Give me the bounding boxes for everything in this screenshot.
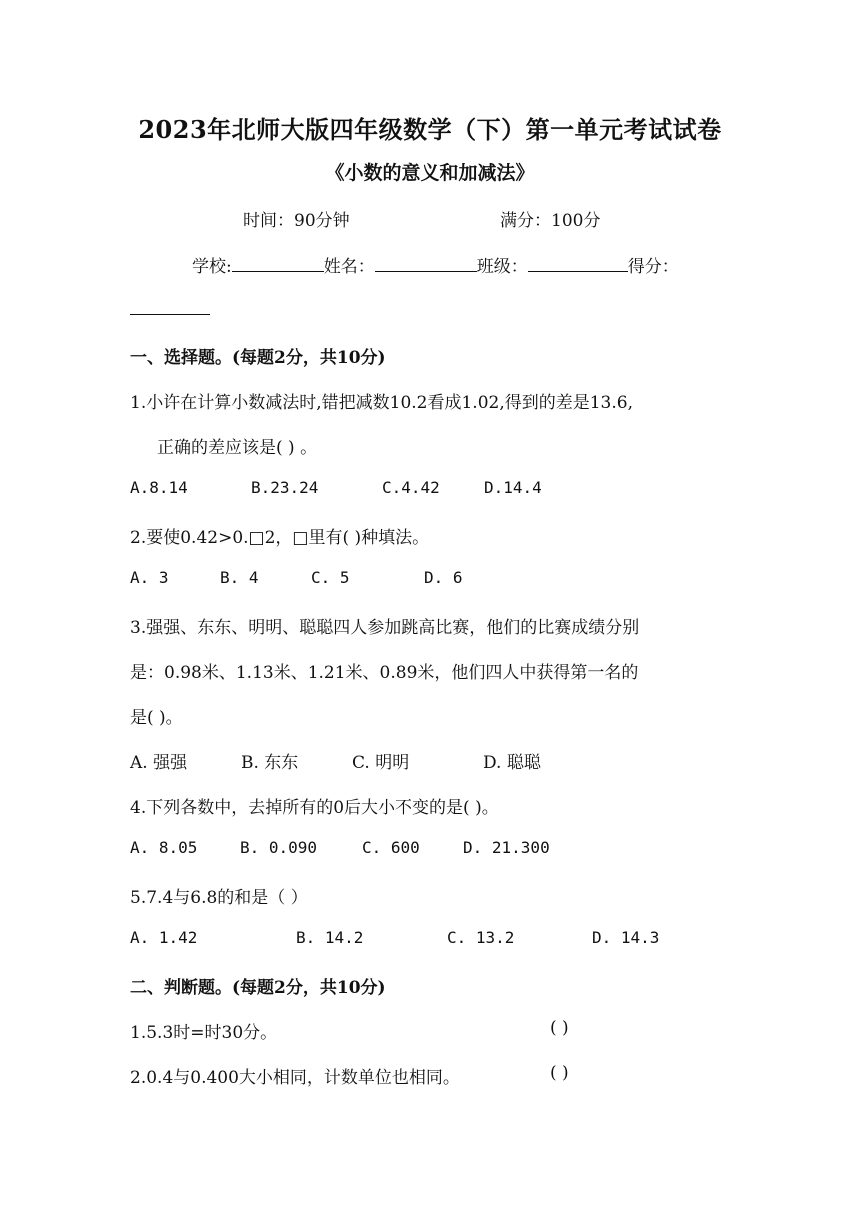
school-blank[interactable] (232, 255, 324, 272)
q3-option-b: B. 东东 (241, 753, 299, 773)
section1-heading: 一、选择题。(每题2分，共10分) (130, 348, 386, 368)
q2-option-c: C. 5 (311, 568, 350, 587)
exam-subtitle: 《小数的意义和加减法》 (325, 162, 535, 184)
q2-option-a: A. 3 (130, 568, 169, 587)
q4-option-a: A. 8.05 (130, 838, 198, 857)
time-info: 时间：90分钟 (243, 211, 350, 231)
section2-heading: 二、判断题。(每题2分，共10分) (130, 978, 386, 998)
judge-q2-text: 2.0.4与0.400大小相同，计数单位也相同。 (130, 1068, 460, 1088)
q3-option-d: D. 聪聪 (483, 753, 541, 773)
q1-option-c: C.4.42 (382, 478, 440, 497)
q3-option-a: A. 强强 (130, 753, 188, 773)
q1-text-line1: 1.小许在计算小数减法时,错把减数10.2看成1.02,得到的差是13.6, (130, 393, 633, 413)
q1-option-d: D.14.4 (484, 478, 542, 497)
q5-option-a: A. 1.42 (130, 928, 198, 947)
q5-option-b: B. 14.2 (296, 928, 364, 947)
judge-q1-text: 1.5.3时=时30分。 (130, 1023, 278, 1043)
q5-option-d: D. 14.3 (592, 928, 660, 947)
judge-q2-answer-paren[interactable]: ( ) (550, 1063, 569, 1083)
name-label: 姓名： (323, 257, 375, 277)
q4-text: 4.下列各数中，去掉所有的0后大小不变的是( )。 (130, 798, 499, 818)
q4-option-b: B. 0.090 (240, 838, 318, 857)
class-label: 班级： (476, 257, 528, 277)
name-blank[interactable] (375, 255, 477, 272)
q4-option-c: C. 600 (362, 838, 420, 857)
q5-option-c: C. 13.2 (447, 928, 515, 947)
score-label: 得分： (627, 257, 679, 277)
q1-option-a: A.8.14 (130, 478, 188, 497)
q3-text-line1: 3.强强、东东、明明、聪聪四人参加跳高比赛，他们的比赛成绩分别 (130, 618, 640, 638)
q3-option-c: C. 明明 (352, 753, 410, 773)
school-label: 学校: (192, 257, 232, 277)
q3-text-line2: 是：0.98米、1.13米、1.21米、0.89米，他们四人中获得第一名的 (130, 663, 639, 683)
exam-title: 2023年北师大版四年级数学（下）第一单元考试试卷 (138, 115, 722, 144)
full-score-info: 满分：100分 (500, 211, 601, 231)
q1-text-line2: 正确的差应该是( ) 。 (157, 438, 318, 458)
q4-option-d: D. 21.300 (463, 838, 550, 857)
class-blank[interactable] (528, 255, 628, 272)
q1-option-b: B.23.24 (251, 478, 319, 497)
score-blank[interactable] (130, 298, 210, 315)
q2-option-d: D. 6 (424, 568, 463, 587)
q2-option-b: B. 4 (220, 568, 259, 587)
student-info-row (192, 252, 679, 277)
judge-q1-answer-paren[interactable]: ( ) (550, 1018, 569, 1038)
q3-text-line3: 是( )。 (130, 708, 183, 728)
q2-text: 2.要使0.42>0.□2，□里有( )种填法。 (130, 528, 430, 548)
q5-text: 5.7.4与6.8的和是（ ） (130, 888, 308, 908)
